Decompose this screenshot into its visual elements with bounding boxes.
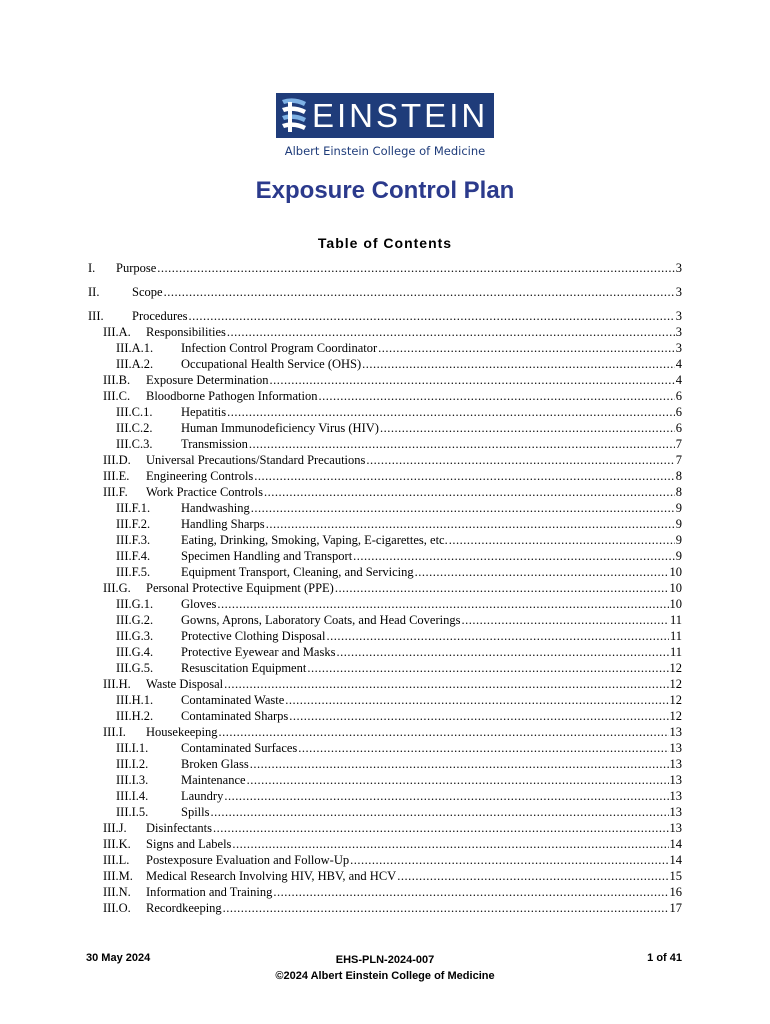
toc-entry-number: III.F.2. (116, 517, 151, 531)
toc-entry-page: 15 (669, 869, 682, 883)
toc-entry-number: III.I.5. (116, 805, 149, 819)
toc-entry-title: Scope (132, 285, 163, 299)
toc-entry[interactable] (116, 805, 682, 820)
logo-wordmark: EINSTEIN (312, 97, 489, 134)
toc-entry[interactable] (116, 565, 682, 580)
toc-entry-number: III. (88, 309, 104, 323)
toc-leader-dots (213, 821, 669, 836)
toc-entry[interactable] (103, 885, 682, 900)
toc-entry[interactable] (103, 821, 682, 836)
toc-entry[interactable] (103, 901, 682, 916)
toc-entry[interactable] (116, 341, 682, 356)
toc-entry-title: Engineering Controls (146, 469, 254, 483)
toc-leader-dots (336, 645, 668, 660)
toc-entry-page: 3 (675, 261, 682, 275)
toc-entry-number: III.L. (103, 853, 130, 867)
toc-entry[interactable] (88, 261, 682, 276)
toc-entry-page: 10 (669, 597, 682, 611)
toc-entry[interactable] (103, 453, 682, 468)
toc-leader-dots (227, 325, 675, 340)
footer-copyright: ©2024 Albert Einstein College of Medicine (275, 970, 495, 982)
toc-leader-dots (217, 597, 668, 612)
toc-leader-dots (224, 677, 668, 692)
toc-entry-number: III.H.2. (116, 709, 154, 723)
toc-entry[interactable] (103, 469, 682, 484)
toc-entry[interactable] (116, 501, 682, 516)
toc-heading: Table of Contents (317, 235, 453, 251)
toc-entry[interactable] (103, 869, 682, 884)
toc-entry-number: III.G.2. (116, 613, 154, 627)
footer-page-number: 1 of 41 (647, 952, 682, 964)
toc-entry[interactable] (103, 677, 682, 692)
toc-entry-page: 16 (669, 885, 682, 899)
toc-entry-page: 14 (669, 853, 682, 867)
toc-entry-title: Gowns, Aprons, Laboratory Coats, and Head Coverings (181, 613, 461, 627)
toc-entry[interactable] (116, 789, 682, 804)
toc-entry-title: Procedures (132, 309, 188, 323)
toc-leader-dots (461, 613, 668, 628)
toc-entry-number: III.B. (103, 373, 131, 387)
toc-entry-title: Broken Glass (181, 757, 249, 771)
toc-leader-dots (285, 693, 668, 708)
toc-entry-title: Responsibilities (146, 325, 226, 339)
toc-entry-number: III.N. (103, 885, 131, 899)
toc-entry-number: III.I.2. (116, 757, 149, 771)
toc-entry[interactable] (116, 421, 682, 436)
toc-entry-page: 12 (669, 709, 682, 723)
toc-entry[interactable] (116, 405, 682, 420)
toc-entry-title: Eating, Drinking, Smoking, Vaping, E-cigarettes, etc. (181, 533, 448, 547)
toc-entry-title: Bloodborne Pathogen Information (146, 389, 318, 403)
toc-leader-dots (307, 661, 668, 676)
toc-entry[interactable] (103, 325, 682, 340)
footer-date: 30 May 2024 (86, 952, 151, 964)
toc-leader-dots (353, 549, 675, 564)
toc-entry-number: III.E. (103, 469, 130, 483)
toc-leader-dots (224, 789, 668, 804)
toc-entry-page: 13 (669, 821, 682, 835)
toc-entry-page: 13 (669, 805, 682, 819)
toc-entry-page: 13 (669, 725, 682, 739)
toc-entry-number: III.F.5. (116, 565, 151, 579)
toc-entry-number: III.I.3. (116, 773, 149, 787)
toc-entry[interactable] (116, 533, 682, 548)
toc-entry-title: Protective Clothing Disposal (181, 629, 326, 643)
toc-entry-page: 4 (675, 357, 682, 371)
toc-entry-number: III.H.1. (116, 693, 154, 707)
toc-entry-title: Transmission (181, 437, 248, 451)
toc-entry-number: II. (88, 285, 100, 299)
toc-entry-title: Recordkeeping (146, 901, 222, 915)
toc-entry-page: 4 (675, 373, 682, 387)
toc-entry-page: 14 (669, 837, 682, 851)
toc-entry[interactable] (116, 741, 682, 756)
toc-entry-page: 13 (669, 741, 682, 755)
toc-entry-number: I. (88, 261, 96, 275)
toc-leader-dots (326, 629, 669, 644)
toc-leader-dots (223, 901, 669, 916)
toc-entry-title: Protective Eyewear and Masks (181, 645, 336, 659)
toc-entry[interactable] (116, 357, 682, 372)
toc-entry-number: III.A.1. (116, 341, 154, 355)
toc-entry[interactable] (103, 389, 682, 404)
toc-entry[interactable] (116, 709, 682, 724)
toc-leader-dots (449, 533, 675, 548)
toc-entry-title: Spills (181, 805, 210, 819)
toc-entry[interactable] (88, 285, 682, 300)
toc-entry-page: 3 (675, 341, 682, 355)
toc-leader-dots (157, 261, 674, 276)
toc-entry-page: 7 (675, 453, 682, 467)
toc-entry[interactable] (116, 597, 682, 612)
toc-entry[interactable] (116, 661, 682, 676)
toc-entry[interactable] (116, 757, 682, 772)
toc-entry-number: III.F. (103, 485, 128, 499)
toc-entry[interactable] (116, 645, 682, 660)
toc-leader-dots (247, 773, 669, 788)
toc-leader-dots (189, 309, 675, 324)
toc-entry-number: III.A.2. (116, 357, 154, 371)
toc-entry-title: Contaminated Surfaces (181, 741, 298, 755)
toc-leader-dots (251, 501, 675, 516)
toc-entry[interactable] (116, 549, 682, 564)
toc-entry-number: III.K. (103, 837, 131, 851)
toc-leader-dots (219, 725, 669, 740)
toc-entry-page: 8 (675, 469, 682, 483)
toc-entry-page: 11 (669, 645, 682, 659)
toc-entry-title: Housekeeping (146, 725, 218, 739)
toc-entry-page: 3 (675, 309, 682, 323)
toc-entry-page: 12 (669, 677, 682, 691)
toc-entry-number: III.F.3. (116, 533, 151, 547)
toc-entry-title: Gloves (181, 597, 217, 611)
toc-entry-number: III.C. (103, 389, 131, 403)
toc-entry-page: 6 (675, 405, 682, 419)
logo-subtitle: Albert Einstein College of Medicine (284, 144, 486, 158)
footer-doc-id: EHS-PLN-2024-007 (335, 954, 435, 966)
toc-entry-title: Specimen Handling and Transport (181, 549, 353, 563)
toc-entry-page: 3 (675, 285, 682, 299)
toc-entry-number: III.D. (103, 453, 131, 467)
toc-entry-title: Handling Sharps (181, 517, 265, 531)
toc-entry-title: Laundry (181, 789, 224, 803)
toc-entry[interactable] (103, 837, 682, 852)
toc-entry-title: Maintenance (181, 773, 246, 787)
toc-entry-number: III.I.4. (116, 789, 149, 803)
toc-entry-title: Handwashing (181, 501, 250, 515)
toc-leader-dots (366, 453, 674, 468)
toc-leader-dots (164, 285, 675, 300)
toc-entry-page: 11 (669, 613, 682, 627)
toc-leader-dots (380, 421, 675, 436)
toc-entry-title: Contaminated Sharps (181, 709, 289, 723)
toc-entry[interactable] (88, 309, 682, 324)
document-title: Exposure Control Plan (255, 177, 515, 204)
toc-entry-number: III.F.1. (116, 501, 151, 515)
toc-entry-title: Personal Protective Equipment (PPE) (146, 581, 334, 595)
toc-entry-number: III.G.3. (116, 629, 154, 643)
toc-entry[interactable] (116, 613, 682, 628)
toc-entry-title: Postexposure Evaluation and Follow-Up (146, 853, 350, 867)
toc-entry[interactable] (116, 629, 682, 644)
toc-entry-number: III.C.1. (116, 405, 153, 419)
toc-leader-dots (298, 741, 668, 756)
toc-entry-number: III.G.4. (116, 645, 154, 659)
toc-entry-number: III.F.4. (116, 549, 151, 563)
toc-entry[interactable] (116, 693, 682, 708)
toc-entry[interactable] (103, 725, 682, 740)
toc-entry-title: Purpose (116, 261, 157, 275)
toc-entry-page: 17 (669, 901, 682, 915)
toc-entry-page: 12 (669, 661, 682, 675)
toc-leader-dots (232, 837, 668, 852)
toc-entry-page: 3 (675, 325, 682, 339)
toc-entry-title: Information and Training (146, 885, 273, 899)
toc-leader-dots (362, 357, 675, 372)
toc-entry-page: 9 (675, 501, 682, 515)
toc-entry-page: 8 (675, 485, 682, 499)
toc-entry-title: Human Immunodeficiency Virus (HIV) (181, 421, 379, 435)
toc-entry-title: Infection Control Program Coordinator (181, 341, 378, 355)
toc-leader-dots (250, 757, 669, 772)
toc-leader-dots (335, 581, 669, 596)
toc-entry[interactable] (103, 853, 682, 868)
toc-leader-dots (289, 709, 668, 724)
toc-entry[interactable] (116, 437, 682, 452)
toc-entry-number: III.J. (103, 821, 127, 835)
toc-entry-page: 13 (669, 773, 682, 787)
toc-entry-title: Hepatitis (181, 405, 227, 419)
toc-entry-number: III.G.5. (116, 661, 154, 675)
toc-leader-dots (270, 373, 675, 388)
toc-leader-dots (227, 405, 675, 420)
toc-entry-title: Exposure Determination (146, 373, 269, 387)
toc-entry-title: Universal Precautions/Standard Precautions (146, 453, 366, 467)
toc-entry-title: Disinfectants (146, 821, 212, 835)
toc-entry-title: Medical Research Involving HIV, HBV, and HCV (146, 869, 397, 883)
toc-leader-dots (273, 885, 668, 900)
toc-entry-number: III.H. (103, 677, 131, 691)
toc-entry-title: Work Practice Controls (146, 485, 264, 499)
toc-entry-page: 12 (669, 693, 682, 707)
toc-entry-number: III.G.1. (116, 597, 154, 611)
toc-entry-number: III.M. (103, 869, 133, 883)
toc-entry-page: 10 (669, 565, 682, 579)
toc-entry-title: Signs and Labels (146, 837, 232, 851)
toc-leader-dots (266, 517, 675, 532)
toc-entry-title: Occupational Health Service (OHS) (181, 357, 362, 371)
toc-entry-page: 9 (675, 533, 682, 547)
toc-entry-number: III.G. (103, 581, 131, 595)
toc-entry-number: III.I.1. (116, 741, 149, 755)
toc-entry-number: III.C.3. (116, 437, 153, 451)
toc-entry-page: 6 (675, 421, 682, 435)
toc-entry-page: 9 (675, 517, 682, 531)
toc-entry[interactable] (103, 485, 682, 500)
toc-entry[interactable] (116, 517, 682, 532)
toc-entry-page: 11 (669, 629, 682, 643)
toc-leader-dots (397, 869, 668, 884)
toc-entry-number: III.A. (103, 325, 131, 339)
toc-entry-page: 7 (675, 437, 682, 451)
toc-entry[interactable] (116, 773, 682, 788)
toc-leader-dots (415, 565, 669, 580)
toc-entry-number: III.C.2. (116, 421, 153, 435)
toc-leader-dots (350, 853, 668, 868)
toc-leader-dots (249, 437, 675, 452)
toc-leader-dots (254, 469, 674, 484)
toc-leader-dots (264, 485, 675, 500)
toc-leader-dots (378, 341, 675, 356)
toc-entry-title: Contaminated Waste (181, 693, 285, 707)
toc-entry[interactable] (103, 581, 682, 596)
toc-leader-dots (319, 389, 675, 404)
toc-leader-dots (211, 805, 669, 820)
toc-entry-page: 9 (675, 549, 682, 563)
toc-entry-page: 13 (669, 789, 682, 803)
toc-entry-title: Resuscitation Equipment (181, 661, 307, 675)
toc-entry-number: III.I. (103, 725, 126, 739)
toc-entry-page: 10 (669, 581, 682, 595)
toc-entry-page: 6 (675, 389, 682, 403)
toc-entry-title: Equipment Transport, Cleaning, and Servicing (181, 565, 414, 579)
toc-entry-number: III.O. (103, 901, 131, 915)
toc-entry-page: 13 (669, 757, 682, 771)
toc-entry[interactable] (103, 373, 682, 388)
toc-entry-title: Waste Disposal (146, 677, 224, 691)
